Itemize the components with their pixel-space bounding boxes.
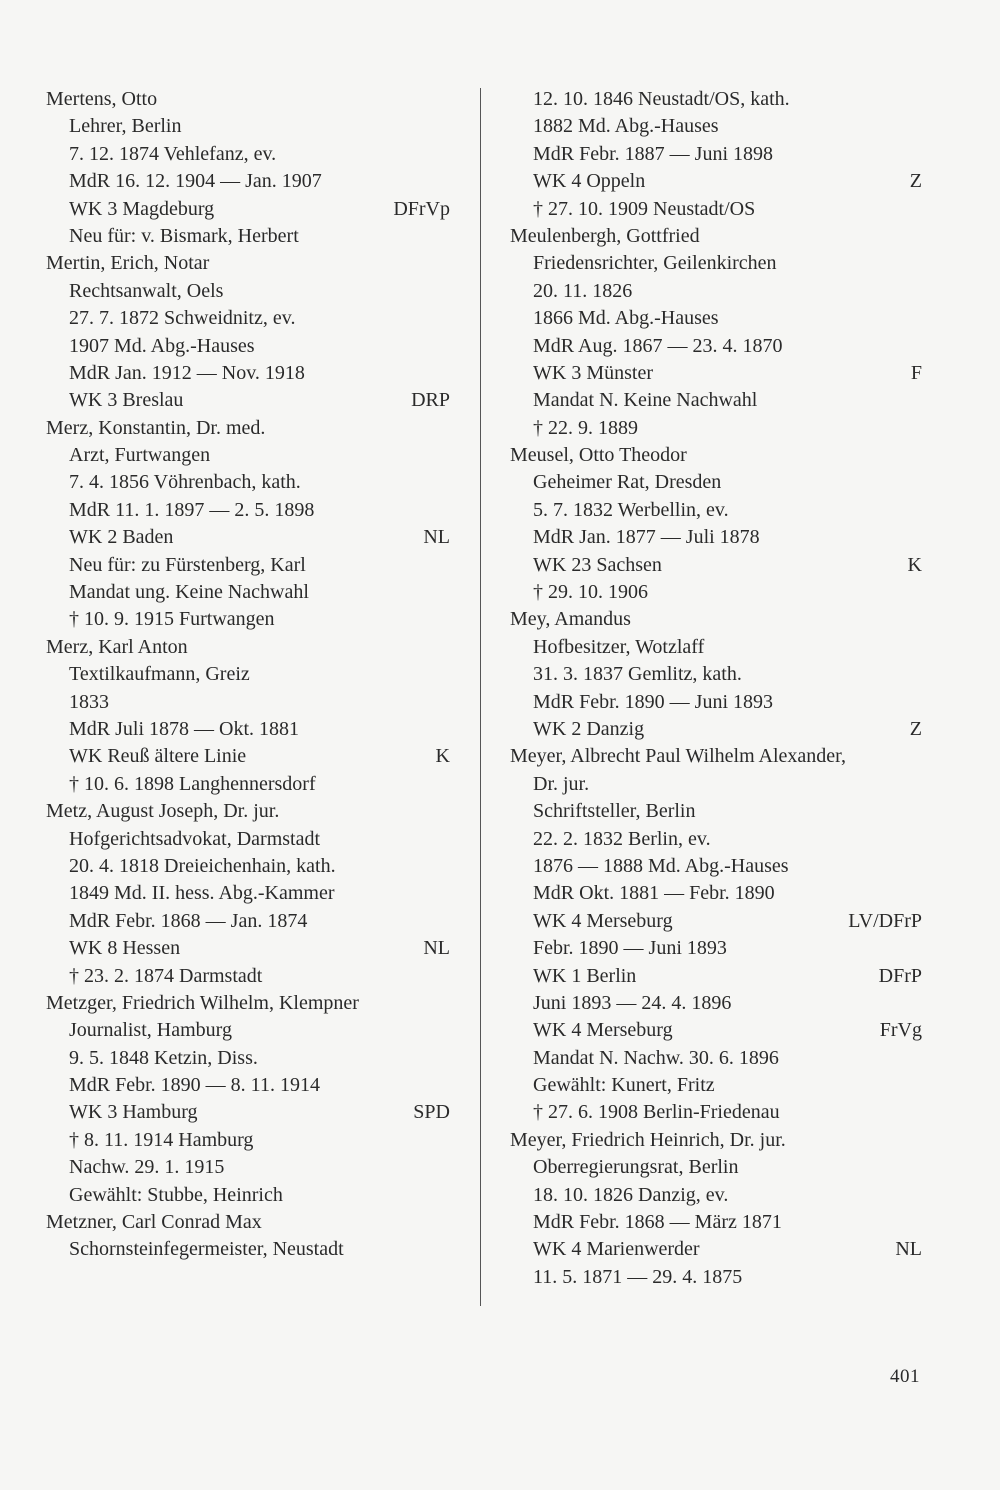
entry-line-text: MdR 11. 1. 1897 — 2. 5. 1898 [69, 498, 315, 521]
entry-line [46, 1045, 450, 1072]
entry-line-text: 20. 4. 1818 Dreieichenhain, kath. [69, 854, 336, 877]
entry [46, 798, 450, 990]
entry-name: Meulenbergh, Gottfried [510, 224, 700, 247]
entry-line-text: 20. 11. 1826 [533, 279, 633, 302]
entry-line [510, 552, 922, 579]
entry-line-text: † 10. 6. 1898 Langhennersdorf [69, 772, 316, 795]
entry-line-text: WK 3 Magdeburg [69, 197, 215, 220]
entry-line-text: 1876 — 1888 Md. Abg.-Hauses [533, 854, 789, 877]
entry-line-text: WK 3 Hamburg [69, 1101, 198, 1124]
entry-name: Meyer, Albrecht Paul Wilhelm Alexander, [510, 745, 847, 768]
entry-line-text: Rechtsanwalt, Oels [69, 279, 224, 302]
entry-line-text: † 27. 10. 1909 Neustadt/OS [533, 197, 756, 220]
entry-line [46, 469, 450, 496]
entry-line [510, 1182, 922, 1209]
entry-line [46, 1236, 450, 1263]
entry-line-text: WK 3 Breslau [69, 389, 184, 412]
entry-line-text: MdR Febr. 1887 — Juni 1898 [533, 142, 774, 165]
entry-line [46, 661, 450, 688]
entry-line [46, 1127, 450, 1154]
entry-line-text: MdR Jan. 1912 — Nov. 1918 [69, 361, 305, 384]
entry-line [510, 469, 922, 496]
entry-line-text: MdR Juli 1878 — Okt. 1881 [69, 717, 300, 740]
entry-line-text: † 23. 2. 1874 Darmstadt [69, 964, 263, 987]
entry-line [510, 333, 922, 360]
entry-line [510, 1099, 922, 1126]
entry-line [46, 333, 450, 360]
entry-line-text: 22. 2. 1832 Berlin, ev. [533, 827, 711, 850]
entry-line-text: 7. 4. 1856 Vöhrenbach, kath. [69, 471, 301, 494]
entry-line [46, 1154, 450, 1181]
entry-line-text: 31. 3. 1837 Gemlitz, kath. [533, 663, 742, 686]
entry-line [46, 606, 450, 633]
entry-name: Meyer, Friedrich Heinrich, Dr. jur. [510, 1128, 786, 1151]
entry-line-text: 1866 Md. Abg.-Hauses [533, 307, 719, 330]
entry-line [46, 689, 450, 716]
entry-line [510, 716, 922, 743]
left-column [46, 86, 450, 1264]
entry-name: Mertens, Otto [46, 88, 158, 110]
party-label: LV/DFrP [848, 909, 922, 932]
entry [510, 442, 922, 606]
entry-line [510, 935, 922, 962]
entry-line [46, 880, 450, 907]
entry-line-text: WK 2 Danzig [533, 717, 645, 740]
entry-line [510, 524, 922, 551]
party-label: F [910, 361, 922, 384]
party-label: Z [909, 170, 922, 193]
entry-line-text: WK 4 Oppeln [533, 170, 646, 193]
entry-name: Metzger, Friedrich Wilhelm, Klempner [46, 991, 359, 1014]
entry-line-text: MdR Aug. 1867 — 23. 4. 1870 [533, 334, 783, 357]
entry-line [46, 908, 450, 935]
party-label: Z [909, 717, 922, 740]
entry-line-text: Neu für: zu Fürstenberg, Karl [69, 553, 306, 576]
entry-line [510, 1045, 922, 1072]
entry-line [510, 278, 922, 305]
entry-line [510, 579, 922, 606]
entry-line [510, 1154, 922, 1181]
entry-line-text: Schornsteinfegermeister, Neustadt [69, 1238, 344, 1261]
entry-line-text: 18. 10. 1826 Danzig, ev. [533, 1183, 729, 1206]
entry-line [510, 141, 922, 168]
entry-line-text: WK Reuß ältere Linie [69, 745, 247, 768]
entry [510, 743, 922, 1126]
entry-line [46, 1182, 450, 1209]
entry-line-text: MdR Jan. 1877 — Juli 1878 [533, 526, 760, 549]
party-label: K [435, 745, 450, 768]
entry-line [510, 689, 922, 716]
entry-line [46, 223, 450, 250]
entry-line [510, 1072, 922, 1099]
entry-line-text: Nachw. 29. 1. 1915 [69, 1156, 225, 1179]
entry-line-text: WK 4 Marienwerder [533, 1238, 700, 1261]
entry-line [510, 826, 922, 853]
entry-line-text: Textilkaufmann, Greiz [69, 663, 250, 686]
entry-line-text: Mandat N. Nachw. 30. 6. 1896 [533, 1046, 779, 1069]
entry [510, 1127, 922, 1291]
entry-line-text: 7. 12. 1874 Vehlefanz, ev. [69, 142, 277, 165]
entry-line-text: 5. 7. 1832 Werbellin, ev. [533, 498, 729, 521]
party-label: NL [423, 937, 450, 960]
party-label: FrVg [879, 1019, 922, 1042]
entry-line [510, 360, 922, 387]
entry-name: Meusel, Otto Theodor [510, 444, 687, 467]
entry-line-text: MdR Febr. 1868 — Jan. 1874 [69, 909, 308, 932]
entry-line [46, 360, 450, 387]
entry-line-text: Dr. jur. [533, 772, 590, 795]
entry-name: Mey, Amandus [510, 608, 631, 631]
entry-line-text: Mandat ung. Keine Nachwahl [69, 581, 309, 604]
entry [46, 250, 450, 414]
entry-line [46, 1072, 450, 1099]
entry-line [46, 853, 450, 880]
entry-line [510, 661, 922, 688]
entry-line [510, 250, 922, 277]
entry-name: Merz, Karl Anton [46, 635, 188, 658]
entry-line [510, 853, 922, 880]
entry-line-text: Gewählt: Stubbe, Heinrich [69, 1183, 283, 1206]
party-label: DFrP [878, 964, 922, 987]
entry-line [510, 497, 922, 524]
entry-line-text: WK 3 Münster [533, 361, 653, 384]
entry-line-text: Friedensrichter, Geilenkirchen [533, 252, 777, 275]
entry-line-text: Mandat N. Keine Nachwahl [533, 389, 758, 412]
entry-line-text: WK 4 Merseburg [533, 909, 673, 932]
party-label: K [907, 553, 922, 576]
entry-line-text: MdR Okt. 1881 — Febr. 1890 [533, 882, 775, 905]
page-number: 401 [890, 1366, 920, 1387]
entry-line [510, 305, 922, 332]
entry-line-text: MdR Febr. 1890 — Juni 1893 [533, 690, 774, 713]
entry-line [510, 1209, 922, 1236]
entry-line-text: 1882 Md. Abg.-Hauses [533, 115, 719, 138]
entry-line-text: MdR 16. 12. 1904 — Jan. 1907 [69, 170, 322, 193]
entry-line-text: MdR Febr. 1890 — 8. 11. 1914 [69, 1074, 320, 1097]
entry [46, 634, 450, 798]
entry-line [46, 552, 450, 579]
entry-line [510, 990, 922, 1017]
entry-line-text: Lehrer, Berlin [69, 115, 182, 138]
entry-line-text: 27. 7. 1872 Schweidnitz, ev. [69, 307, 296, 330]
entry-line-text: Juni 1893 — 24. 4. 1896 [533, 991, 732, 1014]
entry-line [510, 1017, 922, 1044]
entry-line-text: Hofbesitzer, Wotzlaff [533, 635, 705, 658]
party-label: DFrVp [393, 197, 450, 220]
entry-line-text: † 10. 9. 1915 Furtwangen [69, 608, 275, 631]
entry-line-text: WK 23 Sachsen [533, 553, 662, 576]
entry-line [46, 771, 450, 798]
entry-line [46, 278, 450, 305]
entry-line [510, 196, 922, 223]
party-label: NL [895, 1238, 922, 1261]
entry-line [510, 771, 922, 798]
entry-line [46, 168, 450, 195]
entry-line [510, 880, 922, 907]
entry-line-text: † 27. 6. 1908 Berlin-Friedenau [533, 1101, 780, 1124]
entry-line [46, 826, 450, 853]
entry-line-text: WK 2 Baden [69, 526, 174, 549]
entry-line-text: Hofgerichtsadvokat, Darmstadt [69, 827, 321, 850]
entry-line-text: † 22. 9. 1889 [533, 416, 638, 439]
entry-name: Metz, August Joseph, Dr. jur. [46, 800, 280, 823]
entry-line [46, 579, 450, 606]
entry-name: Metzner, Carl Conrad Max [46, 1211, 262, 1234]
entry [46, 415, 450, 634]
entry-line-text: WK 1 Berlin [533, 964, 637, 987]
entry-line [510, 415, 922, 442]
entry [510, 86, 922, 223]
party-label: SPD [413, 1101, 450, 1124]
entry-line-text: 1907 Md. Abg.-Hauses [69, 334, 255, 357]
entry-line [510, 798, 922, 825]
entry-line-text: Journalist, Hamburg [69, 1019, 232, 1042]
entry-line-text: † 29. 10. 1906 [533, 581, 648, 604]
entry-line-text: 11. 5. 1871 — 29. 4. 1875 [533, 1265, 743, 1288]
entry-line-text: Neu für: v. Bismark, Herbert [69, 224, 299, 247]
entry-line [46, 196, 450, 223]
entry-line [46, 387, 450, 414]
party-label: NL [423, 526, 450, 549]
entry-line-text: Arzt, Furtwangen [69, 444, 211, 467]
entry-line [46, 442, 450, 469]
entry-line-text: WK 4 Merseburg [533, 1019, 673, 1042]
entry [46, 1209, 450, 1264]
entry-line-text: 9. 5. 1848 Ketzin, Diss. [69, 1046, 258, 1069]
entry-line [510, 1236, 922, 1263]
right-column [510, 86, 922, 1291]
entry [46, 990, 450, 1209]
entry [510, 223, 922, 442]
entry-line [510, 387, 922, 414]
entry-line-text: Gewählt: Kunert, Fritz [533, 1074, 715, 1097]
entry-line [46, 1017, 450, 1044]
entry-line-text: 1833 [69, 690, 109, 713]
entry-line [46, 141, 450, 168]
entry-line-text: MdR Febr. 1868 — März 1871 [533, 1211, 782, 1234]
entry-line [510, 86, 922, 113]
entry-line-text: Febr. 1890 — Juni 1893 [533, 937, 727, 960]
entry-line-text: Geheimer Rat, Dresden [533, 471, 722, 494]
entry-name: Mertin, Erich, Notar [46, 252, 210, 275]
entry-name: Merz, Konstantin, Dr. med. [46, 416, 266, 439]
entry-line [46, 743, 450, 770]
entry-line [510, 168, 922, 195]
entry-line-text: WK 8 Hessen [69, 937, 181, 960]
entry-line [510, 908, 922, 935]
entry-line-text: 12. 10. 1846 Neustadt/OS, kath. [533, 88, 790, 110]
entry-line [46, 963, 450, 990]
entry-line [510, 963, 922, 990]
column-divider [480, 88, 481, 1306]
entry [510, 606, 922, 743]
entry-line [46, 524, 450, 551]
entry-line [510, 113, 922, 140]
entry [46, 86, 450, 250]
entry-line-text: Schriftsteller, Berlin [533, 800, 696, 823]
entry-line [510, 634, 922, 661]
entry-line [510, 1264, 922, 1291]
entry-line-text: 1849 Md. II. hess. Abg.-Kammer [69, 882, 335, 905]
entry-line-text: † 8. 11. 1914 Hamburg [69, 1128, 254, 1151]
entry-line [46, 305, 450, 332]
entry-line [46, 1099, 450, 1126]
entry-line [46, 497, 450, 524]
party-label: DRP [411, 389, 450, 412]
entry-line [46, 935, 450, 962]
entry-line [46, 113, 450, 140]
entry-line [46, 716, 450, 743]
entry-line-text: Oberregierungsrat, Berlin [533, 1156, 739, 1179]
